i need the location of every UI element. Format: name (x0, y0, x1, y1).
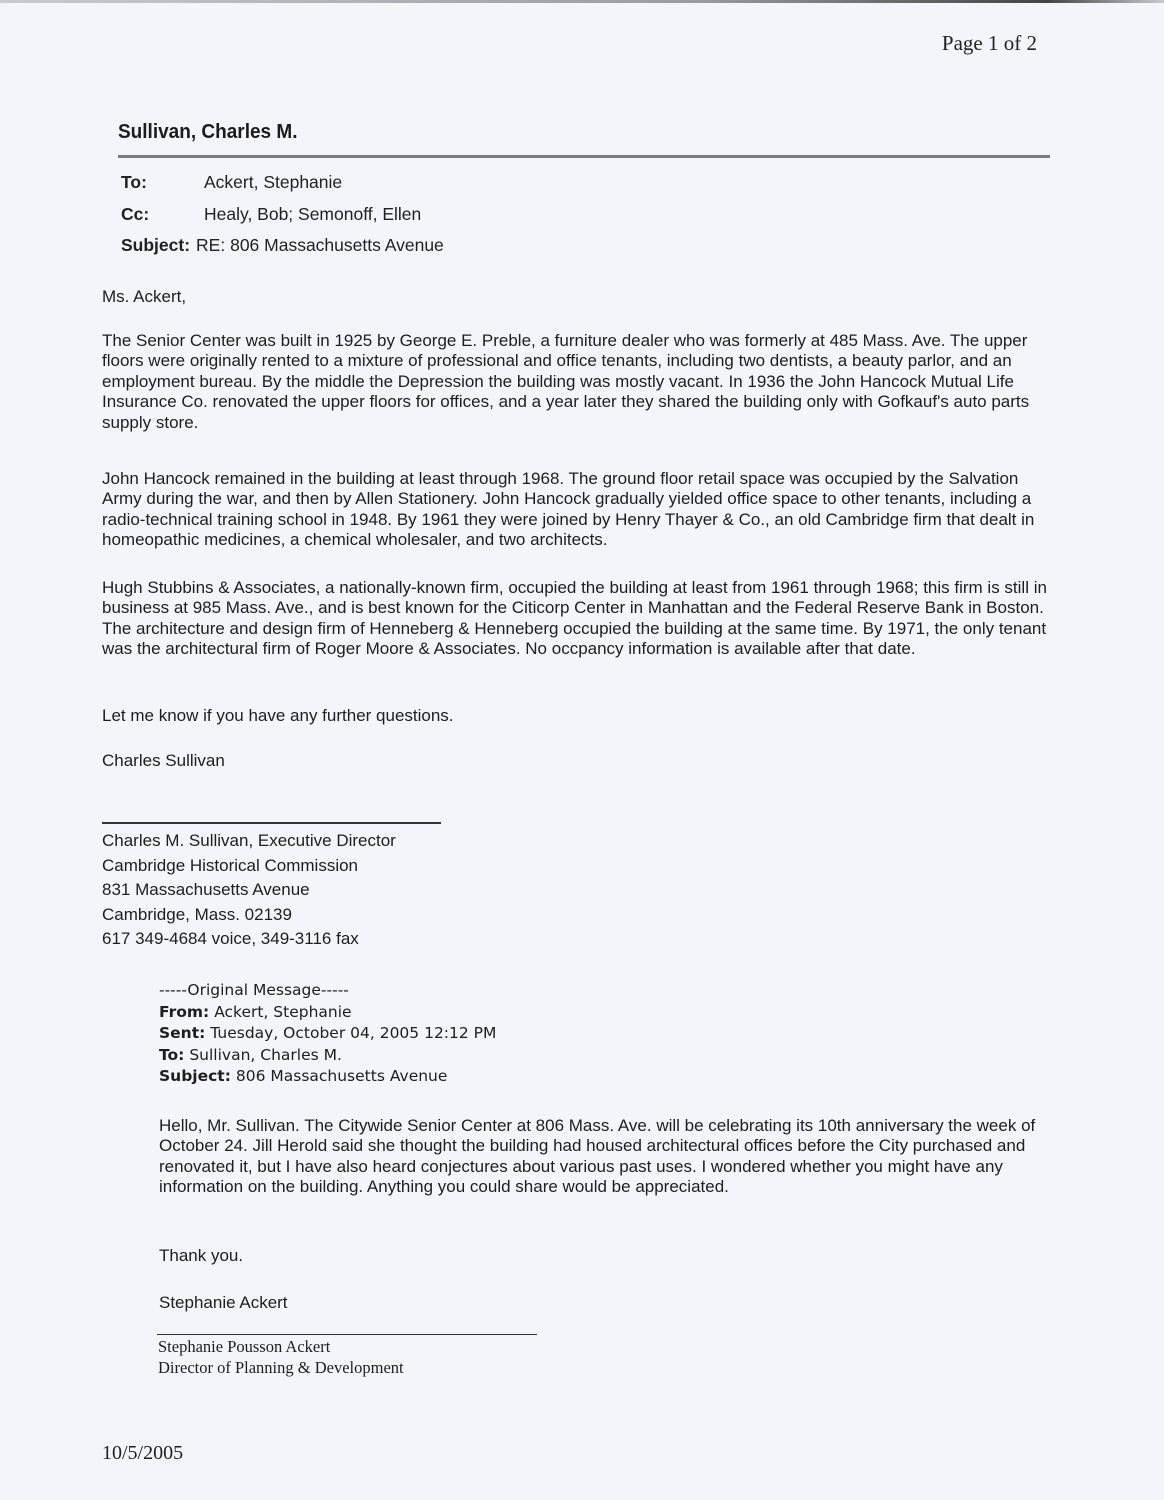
closing-line: Let me know if you have any further questions. (102, 706, 454, 725)
original-signature-divider (157, 1334, 537, 1335)
header-divider (118, 155, 1050, 158)
original-message-divider: -----Original Message----- (159, 981, 349, 999)
original-subject-label: Subject: (159, 1067, 231, 1085)
to-value: Ackert, Stephanie (204, 172, 343, 192)
email-cc-row (121, 204, 421, 225)
page-number: Page 1 of 2 (941, 31, 1037, 55)
original-subject-value: 806 Massachusetts Avenue (235, 1067, 448, 1085)
signature-divider (102, 822, 441, 824)
signature-phone: 617 349-4684 voice, 349-3116 fax (102, 929, 359, 948)
original-message-body: Hello, Mr. Sullivan. The Citywide Senior Center at 806 Mass. Ave. will be celebrating its 10th anniversary the week of October 24. Jill Herold said she thought the building had housed architectural offices before the City purchased and renovated it, but I have also heard conjectures about various past uses. I wondered whether you might have any information on the building. Anything you could share would be appreciated. (159, 1116, 1036, 1197)
signature-city: Cambridge, Mass. 02139 (102, 904, 292, 924)
signature-block (102, 829, 396, 952)
subject-label: Subject: (121, 235, 191, 255)
original-sent-row (159, 1023, 496, 1045)
original-signoff: Stephanie Ackert (159, 1293, 288, 1312)
original-from-row (159, 1002, 496, 1024)
original-thanks: Thank you. (159, 1246, 244, 1265)
signoff: Charles Sullivan (102, 751, 225, 770)
original-subject-row (159, 1066, 496, 1088)
body-paragraph-1: The Senior Center was built in 1925 by George E. Preble, a furniture dealer who was formerly at 485 Mass. Ave. The upper floors were originally rented to a mixture of professional and office tenants, including two dentists, a beauty parlor, and an employment bureau. By the middle the Depression the building was mostly vacant. In 1936 the John Hancock Mutual Life Insurance Co. renovated the upper floors for offices, and a year later they shared the building only with Gofkauf's auto parts supply store. (102, 331, 1030, 432)
email-subject-row (121, 235, 444, 256)
signature-organization: Cambridge Historical Commission (102, 855, 359, 875)
body-paragraph-3: Hugh Stubbins & Associates, a nationally-known firm, occupied the building at least from 1961 through 1968; this firm is still in business at 985 Mass. Ave., and is best known for the Citicorp Center in Manhattan and the Federal Reserve Bank in Boston. The architecture and design firm of Henneberg & Henneberg occupied the building at the same time. By 1971, the only tenant was the architectural firm of Roger Moore & Associates. No occpancy information is available after that date. (102, 578, 1047, 659)
original-from-label: From: (159, 1002, 210, 1021)
original-signature-title: Director of Planning & Development (158, 1358, 404, 1377)
subject-value: RE: 806 Massachusetts Avenue (196, 235, 444, 255)
email-to-row (121, 172, 342, 193)
email-sender-name: Sullivan, Charles M. (118, 121, 298, 143)
cc-value: Healy, Bob; Semonoff, Ellen (204, 204, 422, 224)
original-to-row (159, 1045, 496, 1067)
salutation: Ms. Ackert, (102, 287, 187, 306)
signature-name-title: Charles M. Sullivan, Executive Director (102, 831, 396, 850)
original-from-value: Ackert, Stephanie (214, 1002, 352, 1021)
cc-label: Cc: (121, 204, 150, 224)
print-date: 10/5/2005 (102, 1442, 184, 1464)
original-message-header (159, 980, 496, 1088)
scan-top-edge (0, 0, 1164, 3)
signature-street: 831 Massachusetts Avenue (102, 880, 310, 899)
body-paragraph-2: John Hancock remained in the building at least through 1968. The ground floor retail space was occupied by the Salvation Army during the war, and then by Allen Stationery. John Hancock gradually yielded office space to other tenants, including a radio-technical training school in 1948. By 1961 they were joined by Henry Thayer & Co., an old Cambridge firm that dealt in homeopathic medicines, a chemical wholesaler, and two architects. (102, 469, 1035, 550)
original-sent-label: Sent: (159, 1024, 206, 1042)
original-signature-name: Stephanie Pousson Ackert (158, 1337, 331, 1356)
original-signature-block (158, 1336, 404, 1378)
to-label: To: (121, 172, 147, 192)
original-to-label: To: (159, 1045, 185, 1064)
original-to-value: Sullivan, Charles M. (189, 1045, 342, 1064)
original-sent-value: Tuesday, October 04, 2005 12:12 PM (210, 1024, 497, 1042)
